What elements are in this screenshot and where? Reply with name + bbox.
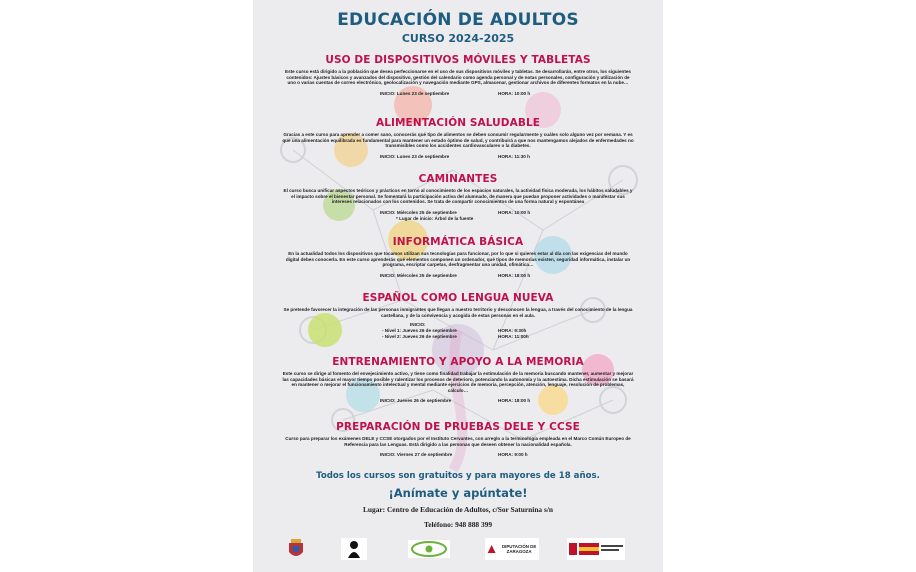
course-time: HORA: 18:00 h <box>498 398 531 404</box>
course-time: HORA: 11:30 h <box>498 153 530 159</box>
course-schedule <box>282 452 634 458</box>
course-description: El curso busca unificar aspectos teóricos y prácticos en torno al conocimiento de los espacios naturales, la actividad física moderada, los hábitos saludables y el impacto sobre el bienestar personal. Se fomentará la participación activa del alumnado, de manera que puedan proponer actividades o manifestar sus intereses relacionados con los contenidos. Se trata de compartir conocimientos de una forma natural y espontánea <box>283 188 633 205</box>
coat-of-arms-icon <box>287 538 305 560</box>
level-time: HORA: 9:30h <box>498 328 527 334</box>
course-time: HORA: 9:00 h <box>498 452 528 458</box>
level-time: HORA: 11:00h <box>498 334 529 340</box>
diputacion-logo-text: DIPUTACIÓN DE ZARAGOZA <box>501 544 537 554</box>
course-description: Se pretende favorecer la integración de las personas inmigrantes que llegan a nuestro territorio y desconocen la lengua, a través del conocimiento de la lengua castellana, y de la convivencia y acogida de estas personas en el aula. <box>283 307 633 318</box>
poster <box>253 0 663 572</box>
course-memoria <box>253 356 663 404</box>
course-description: Este curso se dirige al fomento del envejecimiento activo, y tiene como finalidad trabajar la estimulación de la memoria buscando mantener, aumentar y mejorar las capacidades básicas el mayor tiempo posible y ralentizar los procesos de deterioro, potenciando la autonomía y la autoestima. Dicha estimulación se basará en mantener o mejorar el funcionamiento intelectual y mental mediante ejercicios de memoria, percepción, atención, lenguaje, resolución de problemas, cálculo… <box>282 371 634 393</box>
course-time: HORA: 10:00 h <box>498 209 531 215</box>
course-title: INFORMÁTICA BÁSICA <box>392 236 524 248</box>
level-label: - Nivel 1: Jueves 26 de septiembre <box>382 328 457 334</box>
course-start: INICIO: Lunes 23 de septiembre <box>380 153 450 159</box>
course-title: USO DE DISPOSITIVOS MÓVILES Y TABLETAS <box>325 54 591 66</box>
page-title: EDUCACIÓN DE ADULTOS <box>337 10 579 30</box>
course-informatica <box>253 236 663 279</box>
course-start: INICIO: Viernes 27 de septiembre <box>380 452 453 458</box>
poster-content <box>253 0 663 572</box>
page-subtitle: CURSO 2024-2025 <box>401 32 515 45</box>
course-dele-ccse <box>253 421 663 458</box>
course-start: INICIO: <box>410 322 426 328</box>
free-courses-note: Todos los cursos son gratuitos y para mayores de 18 años. <box>316 471 600 481</box>
course-start: INICIO: Miércoles 25 de septiembre <box>380 272 457 278</box>
course-title: ESPAÑOL COMO LENGUA NUEVA <box>362 292 554 304</box>
call-to-action: ¡Anímate y apúntate! <box>388 486 528 500</box>
course-location-note <box>282 216 634 222</box>
course-title: CAMINANTES <box>418 173 498 185</box>
course-schedule <box>282 398 634 404</box>
course-description: Este curso está dirigido a la población que desea perfeccionarse en el uso de sus dispositivos móviles y tabletas. Se desarrollarán, entre otros, los siguientes contenidos: Ajustes básicos y avanzados del dispositivo, gestión del calendario como agenda personal y de notas personales, configuración y utilización de uno o varias cuentas de correo electrónico, geolocalización y navegación mediante GPS, almacenar, gestionar archivos de diferentes formatos en la nube… <box>285 69 631 86</box>
course-description: Gracias a este curso para aprender a comer sano, conocerás qué tipo de alimentos se deben consumir regularmente y cuáles solo alguno vez por semana. Y es que una alimentación equilibrada es fundamental para mantener un estado óptimo de salud, y contribuirá a que nos mantengamos alejados de enfermedades no transmisibles como los accidentes cardiovasculares o la diabetes. <box>282 132 634 149</box>
course-time: HORA: 10:00 h <box>498 90 531 96</box>
course-description: En la actualidad todos los dispositivos que tocamos utilizan sus tecnologías para funcionar, por lo que si quieres estar al día con las exigencias del mundo digital debes conocerla. En este curso aprenderás qué elementos componen un ordenador, qué tipos de memorias existen, seguridad informática, instalar un programa, encriptar carpetas, desfragmentar una unidad, ofimática… <box>285 251 631 268</box>
silhouette-logo-icon <box>341 538 367 560</box>
course-title: ALIMENTACIÓN SALUDABLE <box>375 117 541 129</box>
course-time: HORA: 18:00 h <box>498 272 531 278</box>
course-start: INICIO: Lunes 23 de septiembre <box>380 90 450 96</box>
course-title: ENTRENAMIENTO Y APOYO A LA MEMORIA <box>332 356 584 368</box>
course-espanol <box>253 292 663 340</box>
diputacion-logo-icon <box>485 538 539 560</box>
course-caminantes <box>253 173 663 222</box>
course-level-2 <box>282 334 634 340</box>
location-note-text: * Lugar de inicio: Árbol de la fuente <box>396 215 474 221</box>
course-alimentacion <box>253 117 663 160</box>
eye-logo-icon <box>408 538 450 560</box>
spain-government-logo-icon <box>567 538 625 560</box>
course-title: PREPARACIÓN DE PRUEBAS DELE Y CCSE <box>336 421 580 433</box>
location-address: Lugar: Centro de Educación de Adultos, c/Sor Saturnina s/n <box>362 505 554 514</box>
course-schedule <box>282 154 634 160</box>
course-schedule <box>282 91 634 97</box>
course-description: Curso para preparar los exámenes DELE y CCSE otorgados por el Instituto Cervantes, con arreglo a la terminología empleada en el Marco Común Europeo de Referencia para las Lenguas. Está dirigido a las personas que deseen obtener la nacionalidad española. <box>285 436 631 447</box>
course-schedule <box>282 273 634 279</box>
level-label: - Nivel 2: Jueves 26 de septiembre <box>382 334 457 340</box>
course-start: INICIO: Jueves 26 de septiembre <box>380 398 452 404</box>
course-start: INICIO: Miércoles 25 de septiembre <box>380 209 457 215</box>
phone-number: Teléfono: 948 888 399 <box>423 520 493 529</box>
course-moviles <box>253 54 663 97</box>
